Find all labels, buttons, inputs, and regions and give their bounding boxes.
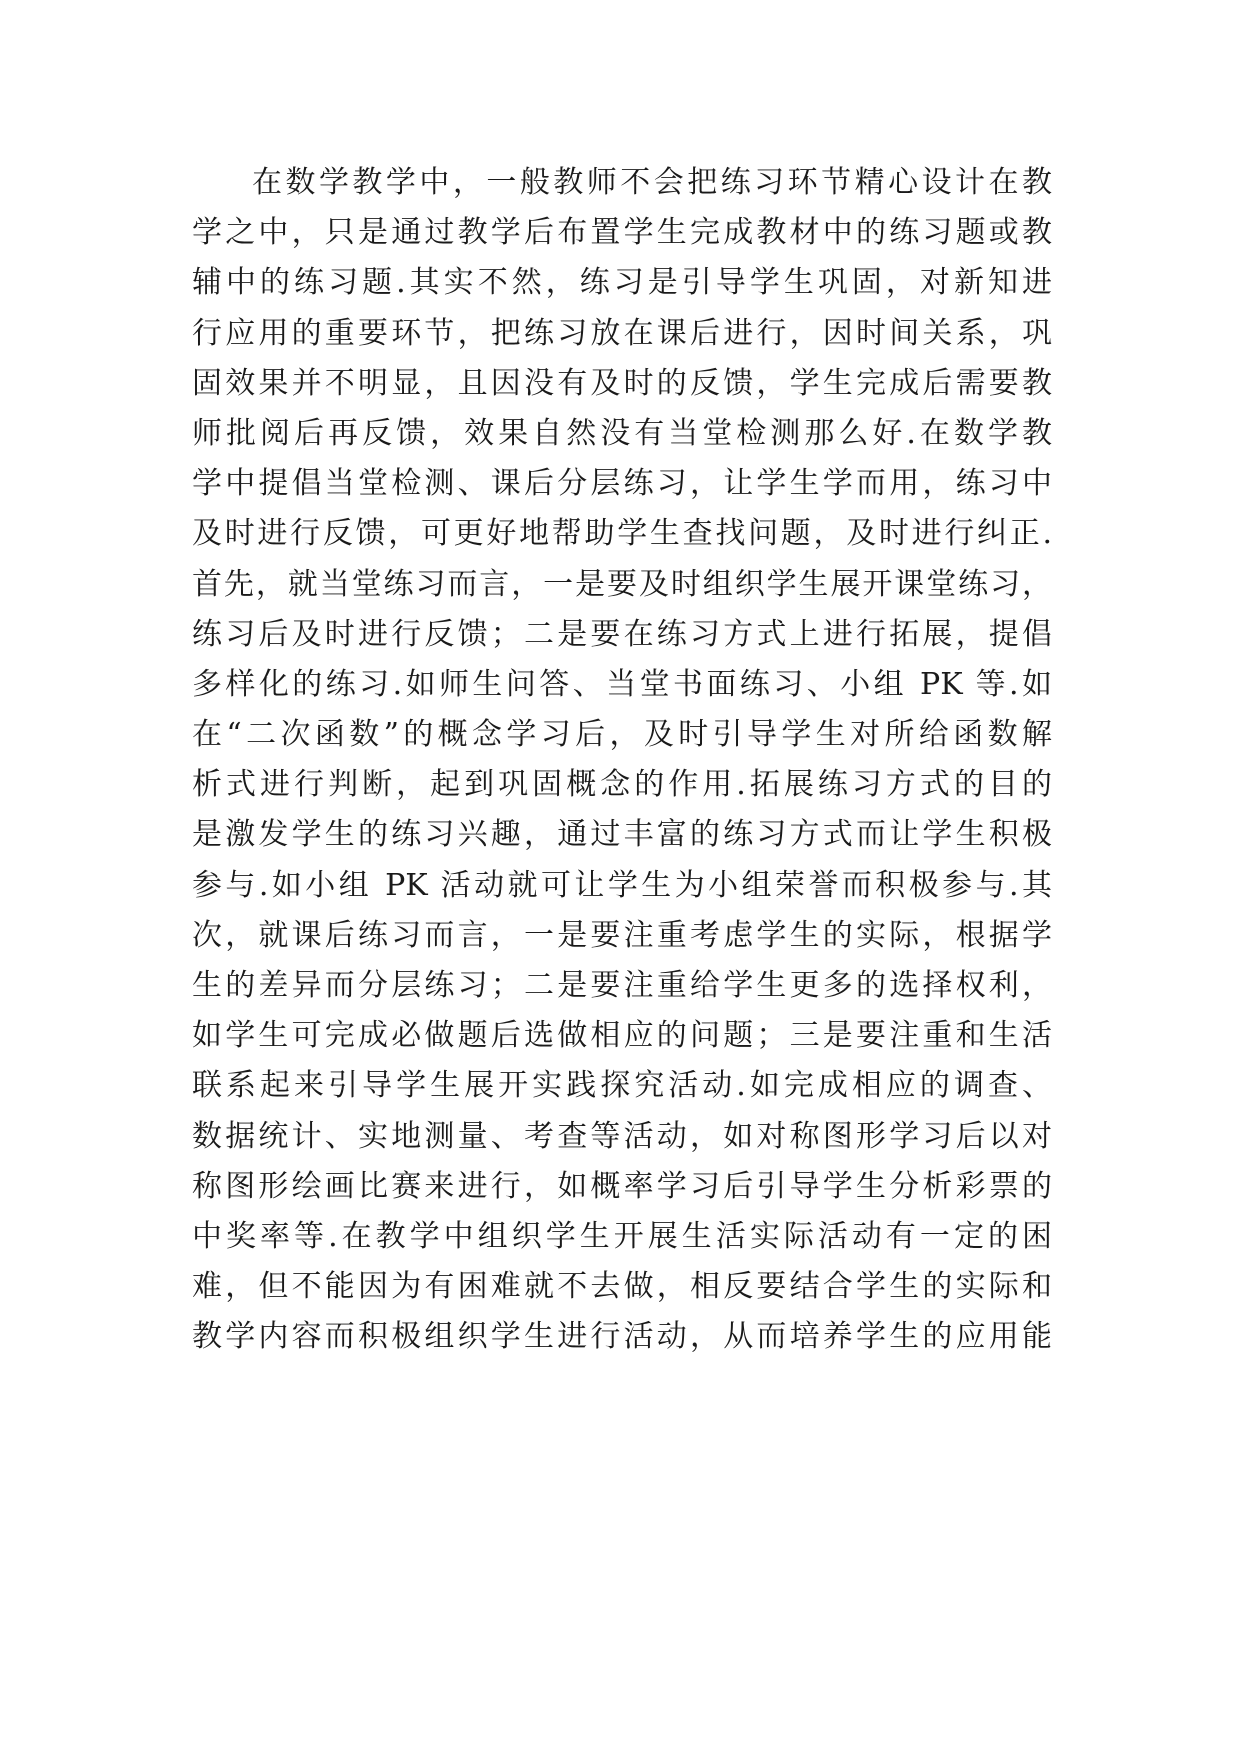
text-line-12: 在“二次函数”的概念学习后，及时引导学生对所给函数解: [192, 717, 1052, 753]
text-line-11: 多样化的练习.如师生问答、当堂书面练习、小组 PK 等.如: [192, 666, 1052, 702]
text-line-8: 及时进行反馈，可更好地帮助学生查找问题，及时进行纠正.: [192, 516, 1052, 552]
text-line-14: 是激发学生的练习兴趣，通过丰富的练习方式而让学生积极: [192, 817, 1052, 853]
text-line-19: 联系起来引导学生展开实践探究活动.如完成相应的调查、: [192, 1068, 1052, 1104]
body-paragraph: [192, 158, 1052, 1363]
text-line-17: 生的差异而分层练习；二是要注重给学生更多的选择权利，: [192, 968, 1052, 1003]
text-line-21: 称图形绘画比赛来进行，如概率学习后引导学生分析彩票的: [192, 1168, 1052, 1204]
text-line-15: 参与.如小组 PK 活动就可让学生为小组荣誉而积极参与.其: [192, 867, 1052, 903]
text-line-22: 中奖率等.在教学中组织学生开展生活实际活动有一定的困: [192, 1218, 1052, 1254]
text-line-13: 析式进行判断，起到巩固概念的作用.拓展练习方式的目的: [192, 767, 1052, 803]
text-line-9: 首先，就当堂练习而言，一是要及时组织学生展开课堂练习，: [192, 566, 1052, 602]
text-line-18: 如学生可完成必做题后选做相应的问题；三是要注重和生活: [192, 1018, 1052, 1054]
text-line-20: 数据统计、实地测量、考查等活动，如对称图形学习后以对: [192, 1118, 1052, 1154]
text-line-2: 学之中，只是通过教学后布置学生完成教材中的练习题或教: [192, 215, 1052, 251]
text-line-3: 辅中的练习题.其实不然，练习是引导学生巩固，对新知进: [192, 265, 1052, 301]
text-line-23: 难，但不能因为有困难就不去做，相反要结合学生的实际和: [192, 1269, 1052, 1305]
text-line-10: 练习后及时进行反馈；二是要在练习方式上进行拓展，提倡: [192, 616, 1052, 652]
text-line-5: 固效果并不明显，且因没有及时的反馈，学生完成后需要教: [192, 365, 1052, 401]
text-line-24: 教学内容而积极组织学生进行活动，从而培养学生的应用能: [192, 1319, 1052, 1355]
text-line-6: 师批阅后再反馈，效果自然没有当堂检测那么好.在数学教: [192, 415, 1052, 451]
text-line-7: 学中提倡当堂检测、课后分层练习，让学生学而用，练习中: [192, 466, 1052, 502]
text-line-1: 在数学教学中，一般教师不会把练习环节精心设计在教: [252, 165, 1052, 200]
text-line-16: 次，就课后练习而言，一是要注重考虑学生的实际，根据学: [192, 917, 1052, 953]
text-line-4: 行应用的重要环节，把练习放在课后进行，因时间关系，巩: [192, 315, 1052, 351]
